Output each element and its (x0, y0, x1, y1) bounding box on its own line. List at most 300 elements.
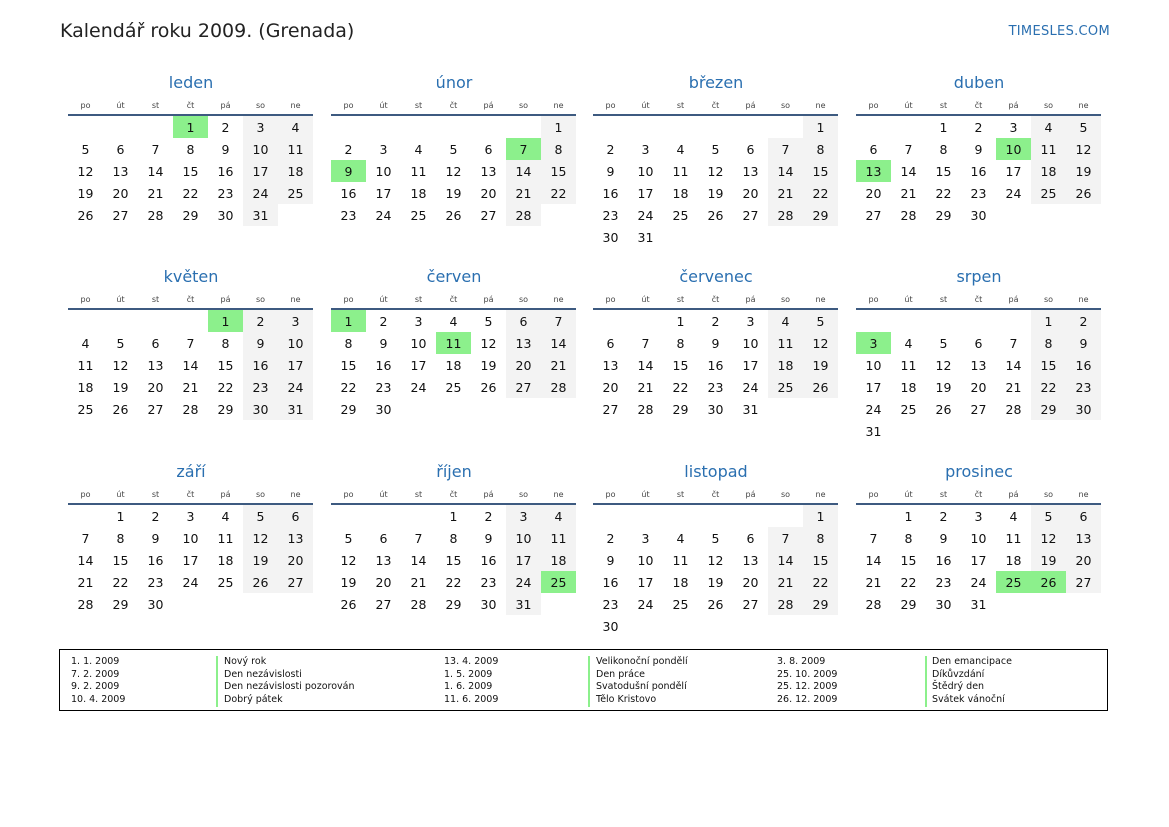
weekday-header: čt (173, 290, 208, 309)
day-cell: 22 (182, 185, 199, 201)
day-cell: 4 (904, 335, 913, 351)
weekday-header: so (768, 290, 803, 309)
day-cell: 4 (449, 313, 458, 329)
empty-cell (926, 420, 961, 442)
day-cell: 5 (484, 313, 493, 329)
day-cell: 8 (221, 335, 230, 351)
day-cell: 19 (707, 185, 724, 201)
day-cell: 4 (81, 335, 90, 351)
month-květen (68, 266, 314, 420)
day-cell: 13 (480, 163, 497, 179)
day-cell: 8 (904, 530, 913, 546)
day-cell: 19 (112, 379, 129, 395)
day-cell: 10 (506, 527, 541, 549)
day-cell: 4 (1009, 508, 1018, 524)
weekday-header: so (768, 485, 803, 504)
day-cell: 14 (900, 163, 917, 179)
day-cell: 5 (711, 141, 720, 157)
empty-cell (856, 504, 891, 527)
legend-holiday-name: Den nezávislosti (224, 668, 302, 680)
day-cell: 22 (672, 379, 689, 395)
day-cell: 3 (641, 141, 650, 157)
day-cell: 15 (1031, 354, 1066, 376)
empty-cell (208, 593, 243, 615)
day-cell: 7 (869, 530, 878, 546)
day-cell: 17 (1005, 163, 1022, 179)
weekday-header: po (856, 485, 891, 504)
day-cell: 21 (182, 379, 199, 395)
day-cell: 21 (147, 185, 164, 201)
day-cell: 16 (707, 357, 724, 373)
day-cell: 14 (410, 552, 427, 568)
empty-cell (856, 309, 891, 332)
day-cell: 22 (541, 182, 576, 204)
empty-cell (733, 615, 768, 637)
day-cell: 2 (344, 141, 353, 157)
day-cell: 1 (904, 508, 913, 524)
empty-cell (103, 309, 138, 332)
day-cell: 23 (602, 596, 619, 612)
day-cell: 6 (746, 141, 755, 157)
day-cell: 27 (742, 207, 759, 223)
day-cell: 12 (935, 357, 952, 373)
empty-cell (996, 309, 1031, 332)
weekday-header: po (68, 290, 103, 309)
month-listopad (593, 461, 839, 637)
empty-cell (1031, 593, 1066, 615)
day-cell: 7 (904, 141, 913, 157)
day-cell: 14 (768, 549, 803, 571)
empty-cell (628, 615, 663, 637)
weekday-header: čt (698, 290, 733, 309)
day-cell: 31 (742, 401, 759, 417)
day-cell: 17 (742, 357, 759, 373)
weekday-header: ne (803, 96, 838, 115)
day-cell: 11 (900, 357, 917, 373)
weekday-header: st (663, 96, 698, 115)
weekday-header: pá (996, 290, 1031, 309)
day-cell: 20 (278, 549, 313, 571)
day-cell: 4 (221, 508, 230, 524)
legend-holiday-name: Dobrý pátek (224, 694, 283, 706)
weekday-header: čt (173, 485, 208, 504)
day-cell: 30 (970, 207, 987, 223)
day-cell: 30 (217, 207, 234, 223)
day-cell: 13 (742, 163, 759, 179)
month-name: duben (953, 73, 1005, 92)
empty-cell (173, 309, 208, 332)
day-cell: 20 (147, 379, 164, 395)
day-cell: 20 (375, 574, 392, 590)
weekday-header: út (891, 290, 926, 309)
weekday-header: st (401, 96, 436, 115)
empty-cell (628, 115, 663, 138)
day-cell: 26 (112, 401, 129, 417)
day-cell: 15 (112, 552, 129, 568)
empty-cell (103, 115, 138, 138)
day-cell: 11 (410, 163, 427, 179)
day-cell: 19 (935, 379, 952, 395)
day-cell: 30 (602, 618, 619, 634)
day-cell: 10 (243, 138, 278, 160)
legend-date: 25. 10. 2009 (777, 668, 838, 680)
day-cell: 1 (541, 115, 576, 138)
day-cell: 25 (672, 596, 689, 612)
day-cell: 17 (970, 552, 987, 568)
weekday-header: ne (278, 290, 313, 309)
weekday-header: st (401, 290, 436, 309)
weekday-header: út (366, 290, 401, 309)
day-cell: 24 (742, 379, 759, 395)
day-cell: 19 (803, 354, 838, 376)
day-cell: 15 (445, 552, 462, 568)
day-cell: 15 (541, 160, 576, 182)
day-cell: 18 (217, 552, 234, 568)
legend-holiday-name: Den práce (596, 668, 646, 680)
day-cell: 28 (768, 204, 803, 226)
day-cell: 28 (900, 207, 917, 223)
day-cell: 7 (768, 527, 803, 549)
day-cell: 2 (939, 508, 948, 524)
month-duben (856, 72, 1102, 226)
day-cell: 27 (480, 207, 497, 223)
weekday-header: čt (436, 290, 471, 309)
weekday-header: út (628, 485, 663, 504)
month-name: únor (435, 73, 473, 92)
empty-cell (1066, 420, 1101, 442)
day-cell: 24 (243, 182, 278, 204)
day-cell: 30 (147, 596, 164, 612)
legend-date: 25. 12. 2009 (777, 681, 838, 693)
empty-cell (401, 115, 436, 138)
empty-cell (698, 615, 733, 637)
legend-date: 3. 8. 2009 (777, 656, 826, 667)
day-cell: 10 (182, 530, 199, 546)
weekday-header: po (856, 290, 891, 309)
day-cell: 6 (506, 309, 541, 332)
day-cell: 27 (970, 401, 987, 417)
empty-cell (698, 226, 733, 248)
day-cell: 15 (803, 160, 838, 182)
legend-date: 26. 12. 2009 (777, 694, 838, 706)
month-říjen (331, 461, 577, 615)
day-cell: 6 (606, 335, 615, 351)
day-cell: 19 (480, 357, 497, 373)
day-cell: 29 (803, 593, 838, 615)
day-cell: 15 (182, 163, 199, 179)
empty-cell (401, 504, 436, 527)
day-cell: 9 (606, 552, 615, 568)
day-cell: 11 (278, 138, 313, 160)
day-cell: 3 (746, 313, 755, 329)
day-cell: 3 (974, 508, 983, 524)
weekday-header: čt (436, 485, 471, 504)
legend-dates-col-2 (444, 656, 498, 707)
empty-cell (366, 504, 401, 527)
legend-date: 1. 1. 2009 (71, 656, 120, 667)
day-cell: 3 (278, 309, 313, 332)
weekday-header: po (331, 290, 366, 309)
day-cell: 13 (147, 357, 164, 373)
legend-names-col-3 (932, 656, 1012, 707)
month-name: srpen (956, 267, 1002, 286)
day-cell: 13 (970, 357, 987, 373)
day-cell: 19 (77, 185, 94, 201)
day-cell: 20 (742, 185, 759, 201)
day-cell: 12 (707, 163, 724, 179)
weekday-header: st (926, 96, 961, 115)
day-cell: 2 (974, 119, 983, 135)
day-cell: 15 (900, 552, 917, 568)
day-cell: 27 (865, 207, 882, 223)
weekday-header: st (138, 290, 173, 309)
day-cell: 12 (243, 527, 278, 549)
empty-cell (663, 115, 698, 138)
day-cell: 18 (1031, 160, 1066, 182)
day-cell: 14 (1005, 357, 1022, 373)
day-cell: 13 (856, 160, 891, 182)
weekday-header: st (138, 96, 173, 115)
day-cell: 27 (375, 596, 392, 612)
empty-cell (506, 398, 541, 420)
empty-cell (768, 615, 803, 637)
day-cell: 24 (1005, 185, 1022, 201)
empty-cell (436, 115, 471, 138)
weekday-header: ne (1066, 485, 1101, 504)
day-cell: 22 (935, 185, 952, 201)
day-cell: 6 (974, 335, 983, 351)
day-cell: 11 (217, 530, 234, 546)
weekday-header: po (593, 96, 628, 115)
day-cell: 25 (672, 207, 689, 223)
day-cell: 23 (935, 574, 952, 590)
legend-color-bar (925, 656, 927, 707)
weekday-header: út (103, 290, 138, 309)
day-cell: 6 (116, 141, 125, 157)
empty-cell (768, 398, 803, 420)
day-cell: 2 (606, 530, 615, 546)
weekday-header: ne (803, 485, 838, 504)
empty-cell (768, 226, 803, 248)
day-cell: 16 (243, 354, 278, 376)
empty-cell (926, 309, 961, 332)
day-cell: 10 (970, 530, 987, 546)
legend-date: 1. 5. 2009 (444, 668, 493, 680)
weekday-header: ne (541, 96, 576, 115)
day-cell: 30 (707, 401, 724, 417)
empty-cell (1031, 420, 1066, 442)
day-cell: 22 (803, 571, 838, 593)
day-cell: 18 (768, 354, 803, 376)
day-cell: 16 (970, 163, 987, 179)
weekday-header: so (506, 290, 541, 309)
day-cell: 10 (375, 163, 392, 179)
day-cell: 23 (147, 574, 164, 590)
day-cell: 20 (506, 354, 541, 376)
day-cell: 5 (803, 309, 838, 332)
day-cell: 13 (742, 552, 759, 568)
empty-cell (278, 593, 313, 615)
legend-holiday-name: Štědrý den (932, 681, 985, 693)
empty-cell (1066, 204, 1101, 226)
weekday-header: út (366, 485, 401, 504)
day-cell: 31 (506, 593, 541, 615)
empty-cell (803, 398, 838, 420)
day-cell: 10 (278, 332, 313, 354)
weekday-header: pá (733, 96, 768, 115)
day-cell: 3 (379, 141, 388, 157)
day-cell: 28 (865, 596, 882, 612)
legend-date: 1. 6. 2009 (444, 681, 493, 693)
month-únor (331, 72, 577, 226)
empty-cell (891, 420, 926, 442)
day-cell: 16 (480, 552, 497, 568)
day-cell: 29 (340, 401, 357, 417)
weekday-header: so (1031, 290, 1066, 309)
day-cell: 24 (970, 574, 987, 590)
day-cell: 7 (414, 530, 423, 546)
day-cell: 3 (856, 332, 891, 354)
day-cell: 20 (742, 574, 759, 590)
empty-cell (68, 115, 103, 138)
day-cell: 18 (900, 379, 917, 395)
day-cell: 5 (1031, 504, 1066, 527)
weekday-header: út (891, 485, 926, 504)
day-cell: 23 (480, 574, 497, 590)
day-cell: 21 (637, 379, 654, 395)
month-srpen (856, 266, 1102, 442)
day-cell: 28 (182, 401, 199, 417)
empty-cell (593, 309, 628, 332)
day-cell: 12 (480, 335, 497, 351)
day-cell: 4 (676, 530, 685, 546)
empty-cell (366, 115, 401, 138)
empty-cell (278, 204, 313, 226)
day-cell: 5 (344, 530, 353, 546)
day-cell: 9 (711, 335, 720, 351)
day-cell: 23 (340, 207, 357, 223)
weekday-header: st (926, 485, 961, 504)
day-cell: 31 (637, 229, 654, 245)
day-cell: 29 (803, 204, 838, 226)
empty-cell (1031, 204, 1066, 226)
day-cell: 29 (217, 401, 234, 417)
day-cell: 27 (506, 376, 541, 398)
weekday-header: ne (541, 290, 576, 309)
day-cell: 9 (221, 141, 230, 157)
day-cell: 29 (112, 596, 129, 612)
day-cell: 19 (707, 574, 724, 590)
brand-link[interactable]: TIMESLES.COM (1008, 24, 1110, 39)
day-cell: 26 (77, 207, 94, 223)
empty-cell (243, 593, 278, 615)
day-cell: 20 (480, 185, 497, 201)
day-cell: 11 (436, 332, 471, 354)
day-cell: 8 (676, 335, 685, 351)
weekday-header: ne (541, 485, 576, 504)
day-cell: 21 (541, 354, 576, 376)
day-cell: 3 (243, 115, 278, 138)
day-cell: 3 (414, 313, 423, 329)
month-name: červenec (679, 267, 753, 286)
day-cell: 9 (974, 141, 983, 157)
weekday-header: čt (698, 485, 733, 504)
day-cell: 2 (221, 119, 230, 135)
day-cell: 6 (746, 530, 755, 546)
day-cell: 4 (414, 141, 423, 157)
month-name: leden (168, 73, 214, 92)
day-cell: 30 (602, 229, 619, 245)
day-cell: 2 (1066, 309, 1101, 332)
day-cell: 22 (803, 182, 838, 204)
day-cell: 25 (900, 401, 917, 417)
day-cell: 3 (506, 504, 541, 527)
day-cell: 1 (1031, 309, 1066, 332)
weekday-header: so (506, 485, 541, 504)
day-cell: 13 (602, 357, 619, 373)
day-cell: 14 (147, 163, 164, 179)
day-cell: 1 (116, 508, 125, 524)
legend-date: 11. 6. 2009 (444, 694, 499, 706)
day-cell: 20 (112, 185, 129, 201)
day-cell: 25 (1031, 182, 1066, 204)
day-cell: 1 (939, 119, 948, 135)
day-cell: 25 (541, 571, 576, 593)
day-cell: 17 (506, 549, 541, 571)
day-cell: 18 (278, 160, 313, 182)
day-cell: 15 (803, 549, 838, 571)
day-cell: 5 (449, 141, 458, 157)
day-cell: 6 (151, 335, 160, 351)
day-cell: 22 (217, 379, 234, 395)
day-cell: 8 (1031, 332, 1066, 354)
weekday-header: po (331, 96, 366, 115)
day-cell: 6 (1066, 504, 1101, 527)
day-cell: 4 (1031, 115, 1066, 138)
weekday-header: so (243, 485, 278, 504)
empty-cell (68, 309, 103, 332)
day-cell: 5 (711, 530, 720, 546)
day-cell: 24 (865, 401, 882, 417)
weekday-header: út (103, 96, 138, 115)
day-cell: 8 (449, 530, 458, 546)
day-cell: 16 (602, 574, 619, 590)
day-cell: 6 (278, 504, 313, 527)
day-cell: 6 (869, 141, 878, 157)
empty-cell (961, 420, 996, 442)
day-cell: 28 (77, 596, 94, 612)
legend-date: 13. 4. 2009 (444, 656, 499, 667)
empty-cell (628, 309, 663, 332)
day-cell: 14 (77, 552, 94, 568)
day-cell: 27 (112, 207, 129, 223)
day-cell: 26 (480, 379, 497, 395)
day-cell: 8 (186, 141, 195, 157)
day-cell: 27 (1066, 571, 1101, 593)
day-cell: 26 (707, 596, 724, 612)
empty-cell (856, 115, 891, 138)
day-cell: 21 (865, 574, 882, 590)
weekday-header: pá (471, 96, 506, 115)
day-cell: 8 (803, 527, 838, 549)
day-cell: 25 (77, 401, 94, 417)
day-cell: 26 (445, 207, 462, 223)
month-září (68, 461, 314, 615)
day-cell: 23 (217, 185, 234, 201)
month-name: březen (688, 73, 744, 92)
day-cell: 17 (243, 160, 278, 182)
empty-cell (436, 398, 471, 420)
